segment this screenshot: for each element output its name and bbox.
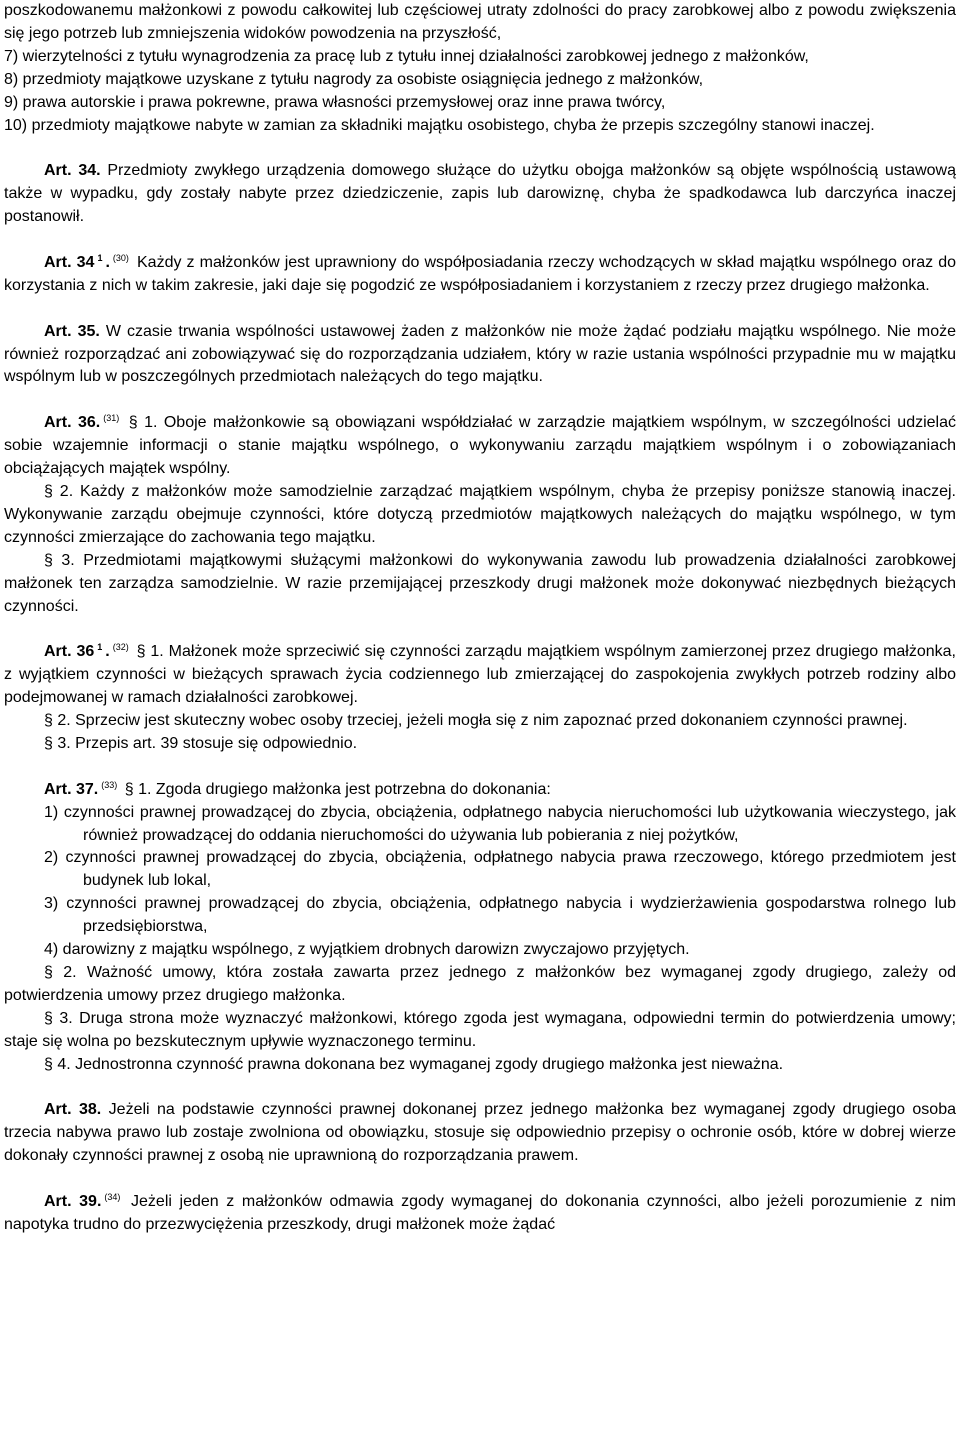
- list-item-8: 8) przedmioty majątkowe uzyskane z tytułu nagrody za osobiste osiągnięcia jednego z małżonków,: [4, 70, 704, 88]
- article-37-item-1: 1) czynności prawnej prowadzącej do zbycia, obciążenia, odpłatnego nabycia nieruchomości lub użytkowania wieczystego, jak również prowadzącej do oddania nieruchomości do używania lub pobierania z niej pożytków,: [44, 803, 956, 844]
- article-39-text: Jeżeli jeden z małżonków odmawia zgody wymaganej do dokonania czynności, albo jeżeli porozumienie z nim napotyka trudno do przezwyciężenia przeszkody, drugi małżonek może żądać: [4, 1193, 957, 1233]
- list-item-9: 9) prawa autorskie i prawa pokrewne, prawa własności przemysłowej oraz inne prawa twórcy,: [4, 93, 666, 111]
- article-34-text: Przedmioty zwykłego urządzenia domowego służące do użytku obojga małżonków są objęte wspólnością ustawową także w wypadku, gdy zostały nabyte przez dziedziczenie, zapis lub darowiznę, chyba że spadkodawca lub darczyńca inaczej postanowił.: [4, 162, 956, 226]
- article-36-par-3: § 3. Przedmiotami majątkowymi służącymi małżonkowi do wykonywania zawodu lub prowadzenia działalności zarobkowej małżonek ten zarządza samodzielnie. W razie przemijającej przeszkody drugi małżonek może dokonywać niezbędnych bieżących czynności.: [4, 551, 956, 615]
- article-36-1-par-2: § 2. Sprzeciw jest skuteczny wobec osoby trzeciej, jeżeli mogła się z nim zapoznać przed dokonaniem czynności prawnej.: [44, 712, 908, 730]
- article-39-label: Art. 39.: [44, 1193, 102, 1210]
- article-34-1-label-sup: 1: [97, 252, 103, 263]
- article-36-1-label-end: .: [105, 643, 110, 661]
- article-35-label: Art. 35.: [44, 322, 100, 340]
- article-36-1: [4, 641, 956, 710]
- article-37-item-2: 2) czynności prawnej prowadzącej do zbycia, obciążenia, odpłatnego nabycia prawa rzeczowego, którego przedmiotem jest budynek lub lokal,: [44, 849, 956, 890]
- list-item-10: 10) przedmioty majątkowe nabyte w zamian za składniki majątku osobistego, chyba że przepis szczególny stanowi inaczej.: [4, 116, 875, 134]
- document-page: [4, 0, 956, 1237]
- article-38: [4, 1099, 956, 1168]
- article-38-label: Art. 38.: [44, 1101, 102, 1119]
- article-36-par-2: § 2. Każdy z małżonków może samodzielnie zarządzać majątkiem wspólnym, chyba że przepisy poniższe stanowią inaczej. Wykonywanie zarządu obejmuje czynności, które dotyczą przedmiotów majątkowych należących do majątku wspólnego, w tym czynności zmierzające do zachowania tego majątku.: [4, 482, 956, 546]
- article-35: [4, 321, 956, 390]
- article-37-item-3: 3) czynności prawnej prowadzącej do zbycia, obciążenia, odpłatnego nabycia i wydzierżawienia gospodarstwa rolnego lub przedsiębiorstwa,: [44, 895, 956, 936]
- article-37-par-2: § 2. Ważność umowy, która została zawarta przez jednego z małżonków bez wymaganej zgody drugiego, zależy od potwierdzenia umowy przez drugiego małżonka.: [4, 963, 956, 1004]
- article-37-par-4: § 4. Jednostronna czynność prawna dokonana bez wymaganej zgody drugiego małżonka jest nieważna.: [44, 1055, 784, 1073]
- article-34-label: Art. 34.: [44, 162, 101, 180]
- footnote-ref-30: (30): [112, 252, 129, 263]
- footnote-ref-33: (33): [101, 779, 118, 790]
- article-36-1-par-3: § 3. Przepis art. 39 stosuje się odpowiednio.: [44, 734, 358, 752]
- article-36-1-par-1: § 1. Małżonek może sprzeciwić się czynności zarządu majątkiem wspólnym zamierzonej przez drugiego małżonka, z wyjątkiem czynności w bieżących sprawach życia codziennego lub zmierzającej do zaspokojenia zwykłych potrzeb rodziny albo podejmowanej w ramach działalności zarobkowej.: [4, 643, 957, 707]
- article-36: [4, 412, 956, 481]
- article-34-1-label-end: .: [105, 253, 110, 271]
- article-37: [4, 779, 956, 802]
- footnote-ref-34: (34): [104, 1192, 121, 1202]
- article-34: [4, 160, 956, 229]
- footnote-ref-32: (32): [112, 642, 129, 653]
- article-37-label: Art. 37.: [44, 780, 99, 798]
- article-37-item-4: 4) darowizny z majątku wspólnego, z wyjątkiem drobnych darowizn zwyczajowo przyjętych.: [44, 941, 690, 959]
- article-36-label: Art. 36.: [44, 414, 101, 432]
- article-35-text: W czasie trwania wspólności ustawowej żaden z małżonków nie może żądać podziału majątku wspólnego. Nie może również rozporządzać ani zobowiązywać się do rozporządzania udziałem, który w razie ustania wspólności przypadnie mu w majątku wspólnym lub w poszczególnych przedmiotach należących do tego majątku.: [4, 322, 956, 386]
- article-36-1-label: [44, 643, 110, 660]
- article-34-1-label-main: Art. 34: [44, 253, 95, 271]
- intro-continuation: poszkodowanemu małżonkowi z powodu całkowitej lub częściowej utraty zdolności do pracy zarobkowej albo z powodu zwiększenia się jego potrzeb lub zmniejszenia widoków powodzenia na przyszłość,: [4, 2, 956, 42]
- article-34-1-label: [44, 254, 110, 271]
- article-36-1-label-main: Art. 36: [44, 643, 95, 661]
- article-36-1-label-sup: 1: [97, 642, 103, 653]
- article-34-1: [4, 252, 956, 298]
- article-34-1-text: Każdy z małżonków jest uprawniony do współposiadania rzeczy wchodzących w skład majątku wspólnego oraz do korzystania z nich w takim zakresie, jaki daje się pogodzić ze współposiadaniem i korzystaniem z rzeczy przez drugiego małżonka.: [4, 253, 957, 294]
- article-36-par-1: § 1. Oboje małżonkowie są obowiązani współdziałać w zarządzie majątkiem wspólnym, w szczególności udzielać sobie wzajemnie informacji o stanie majątku wspólnego, o wykonywaniu zarządu majątkiem wspólnym i o zobowiązaniach obciążających majątek wspólny.: [4, 414, 956, 478]
- footnote-ref-31: (31): [103, 413, 120, 424]
- article-37-par-3: § 3. Druga strona może wyznaczyć małżonkowi, którego zgoda jest wymagana, odpowiedni termin do potwierdzenia umowy; staje się wolna po bezskutecznym upływie wyznaczonego terminu.: [4, 1009, 956, 1050]
- article-37-par-1: § 1. Zgoda drugiego małżonka jest potrzebna do dokonania:: [124, 780, 551, 798]
- article-39: [4, 1191, 956, 1237]
- list-item-7: 7) wierzytelności z tytułu wynagrodzenia za pracę lub z tytułu innej działalności zarobkowej jednego z małżonków,: [4, 47, 809, 65]
- article-38-text: Jeżeli na podstawie czynności prawnej dokonanej przez jednego małżonka bez wymaganej zgody drugiego osoba trzecia nabywa prawo lub zostaje zwolniona od obowiązku, stosuje się odpowiednio przepisy o ochronie osób, które w dobrej wierze dokonały czynności prawnej z osobą nie uprawnioną do rozporządzania prawem.: [4, 1101, 956, 1165]
